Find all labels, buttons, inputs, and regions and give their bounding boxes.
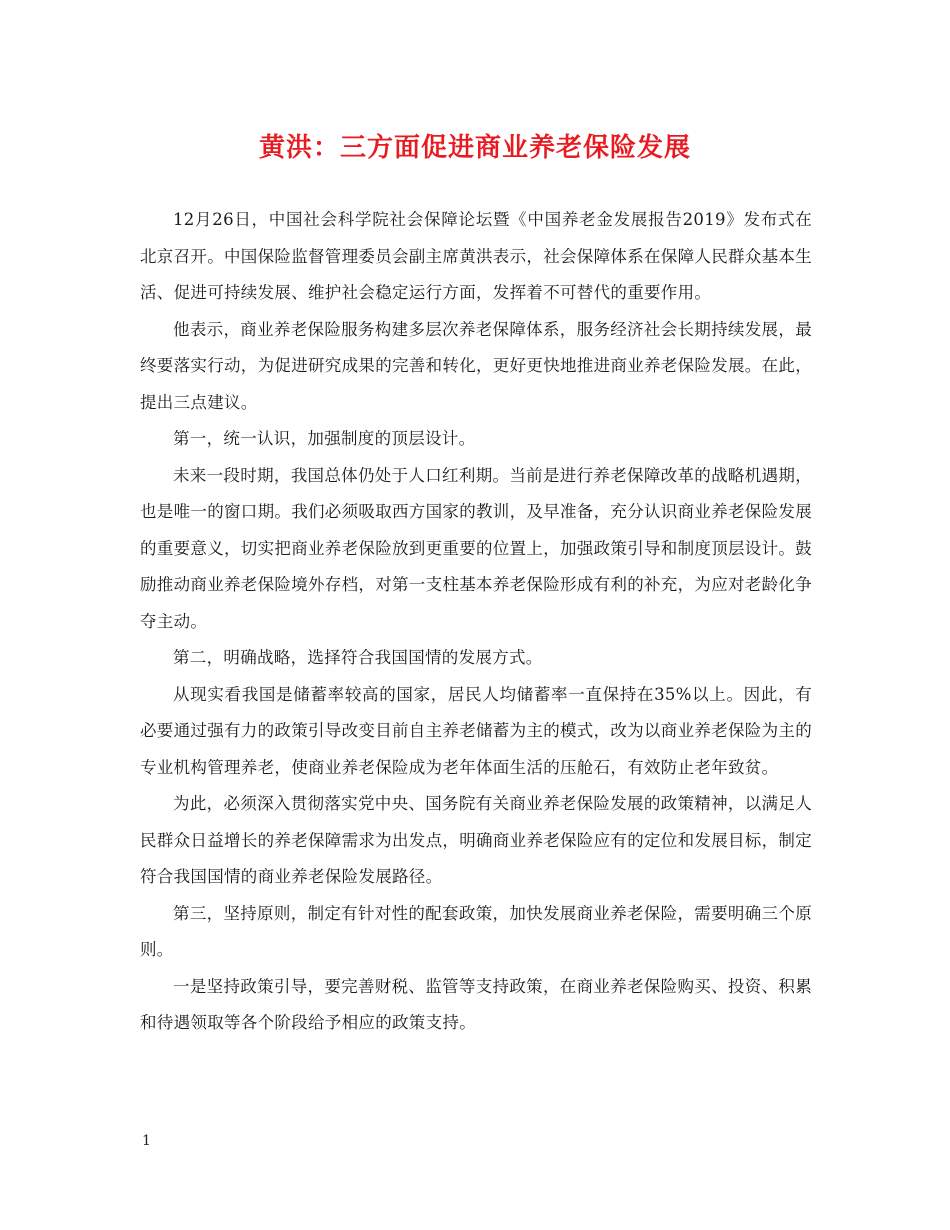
paragraph-3: 第一，统一认识，加强制度的顶层设计。 — [173, 429, 476, 448]
document-title: 黄洪：三方面促进商业养老保险发展 — [258, 133, 691, 163]
paragraph-2: 他表示，商业养老保险服务构建多层次养老保障体系，服务经济社会长期持续发展，最终要落实行动，为促进研究成果的完善和转化，更好更快地推进商业养老保险发展。在此，提出三点建议。 — [140, 319, 812, 412]
page-number: 1 — [142, 1133, 151, 1149]
paragraph-5: 第二，明确战略，选择符合我国国情的发展方式。 — [173, 648, 543, 667]
paragraph-1: 12月26日，中国社会科学院社会保障论坛暨《中国养老金发展报告2019》发布式在北京召开。中国保险监督管理委员会副主席黄洪表示，社会保障体系在保障人民群众基本生活、促进可持续发展、维护社会稳定运行方面，发挥着不可替代的重要作用。 — [140, 210, 812, 302]
document-body — [140, 202, 812, 1042]
paragraph-8: 第三，坚持原则，制定有针对性的配套政策，加快发展商业养老保险，需要明确三个原则。 — [140, 903, 812, 959]
paragraph-6: 从现实看我国是储蓄率较高的国家，居民人均储蓄率一直保持在35%以上。因此，有必要通过强有力的政策引导改变目前自主养老储蓄为主的模式，改为以商业养老保险为主的专业机构管理养老，使商业养老保险成为老年体面生活的压舱石，有效防止老年致贫。 — [140, 684, 812, 777]
paragraph-9: 一是坚持政策引导，要完善财税、监管等支持政策，在商业养老保险购买、投资、积累和待遇领取等各个阶段给予相应的政策支持。 — [140, 976, 812, 1032]
paragraph-4: 未来一段时期，我国总体仍处于人口红利期。当前是进行养老保障改革的战略机遇期，也是唯一的窗口期。我们必须吸取西方国家的教训，及早准备，充分认识商业养老保险发展的重要意义，切实把商业养老保险放到更重要的位置上，加强政策引导和制度顶层设计。鼓励推动商业养老保险境外存档，对第一支柱基本养老保险形成有利的补充，为应对老龄化争夺主动。 — [140, 465, 812, 631]
paragraph-7: 为此，必须深入贯彻落实党中央、国务院有关商业养老保险发展的政策精神，以满足人民群众日益增长的养老保障需求为出发点，明确商业养老保险应有的定位和发展目标，制定符合我国国情的商业养老保险发展路径。 — [140, 794, 812, 886]
